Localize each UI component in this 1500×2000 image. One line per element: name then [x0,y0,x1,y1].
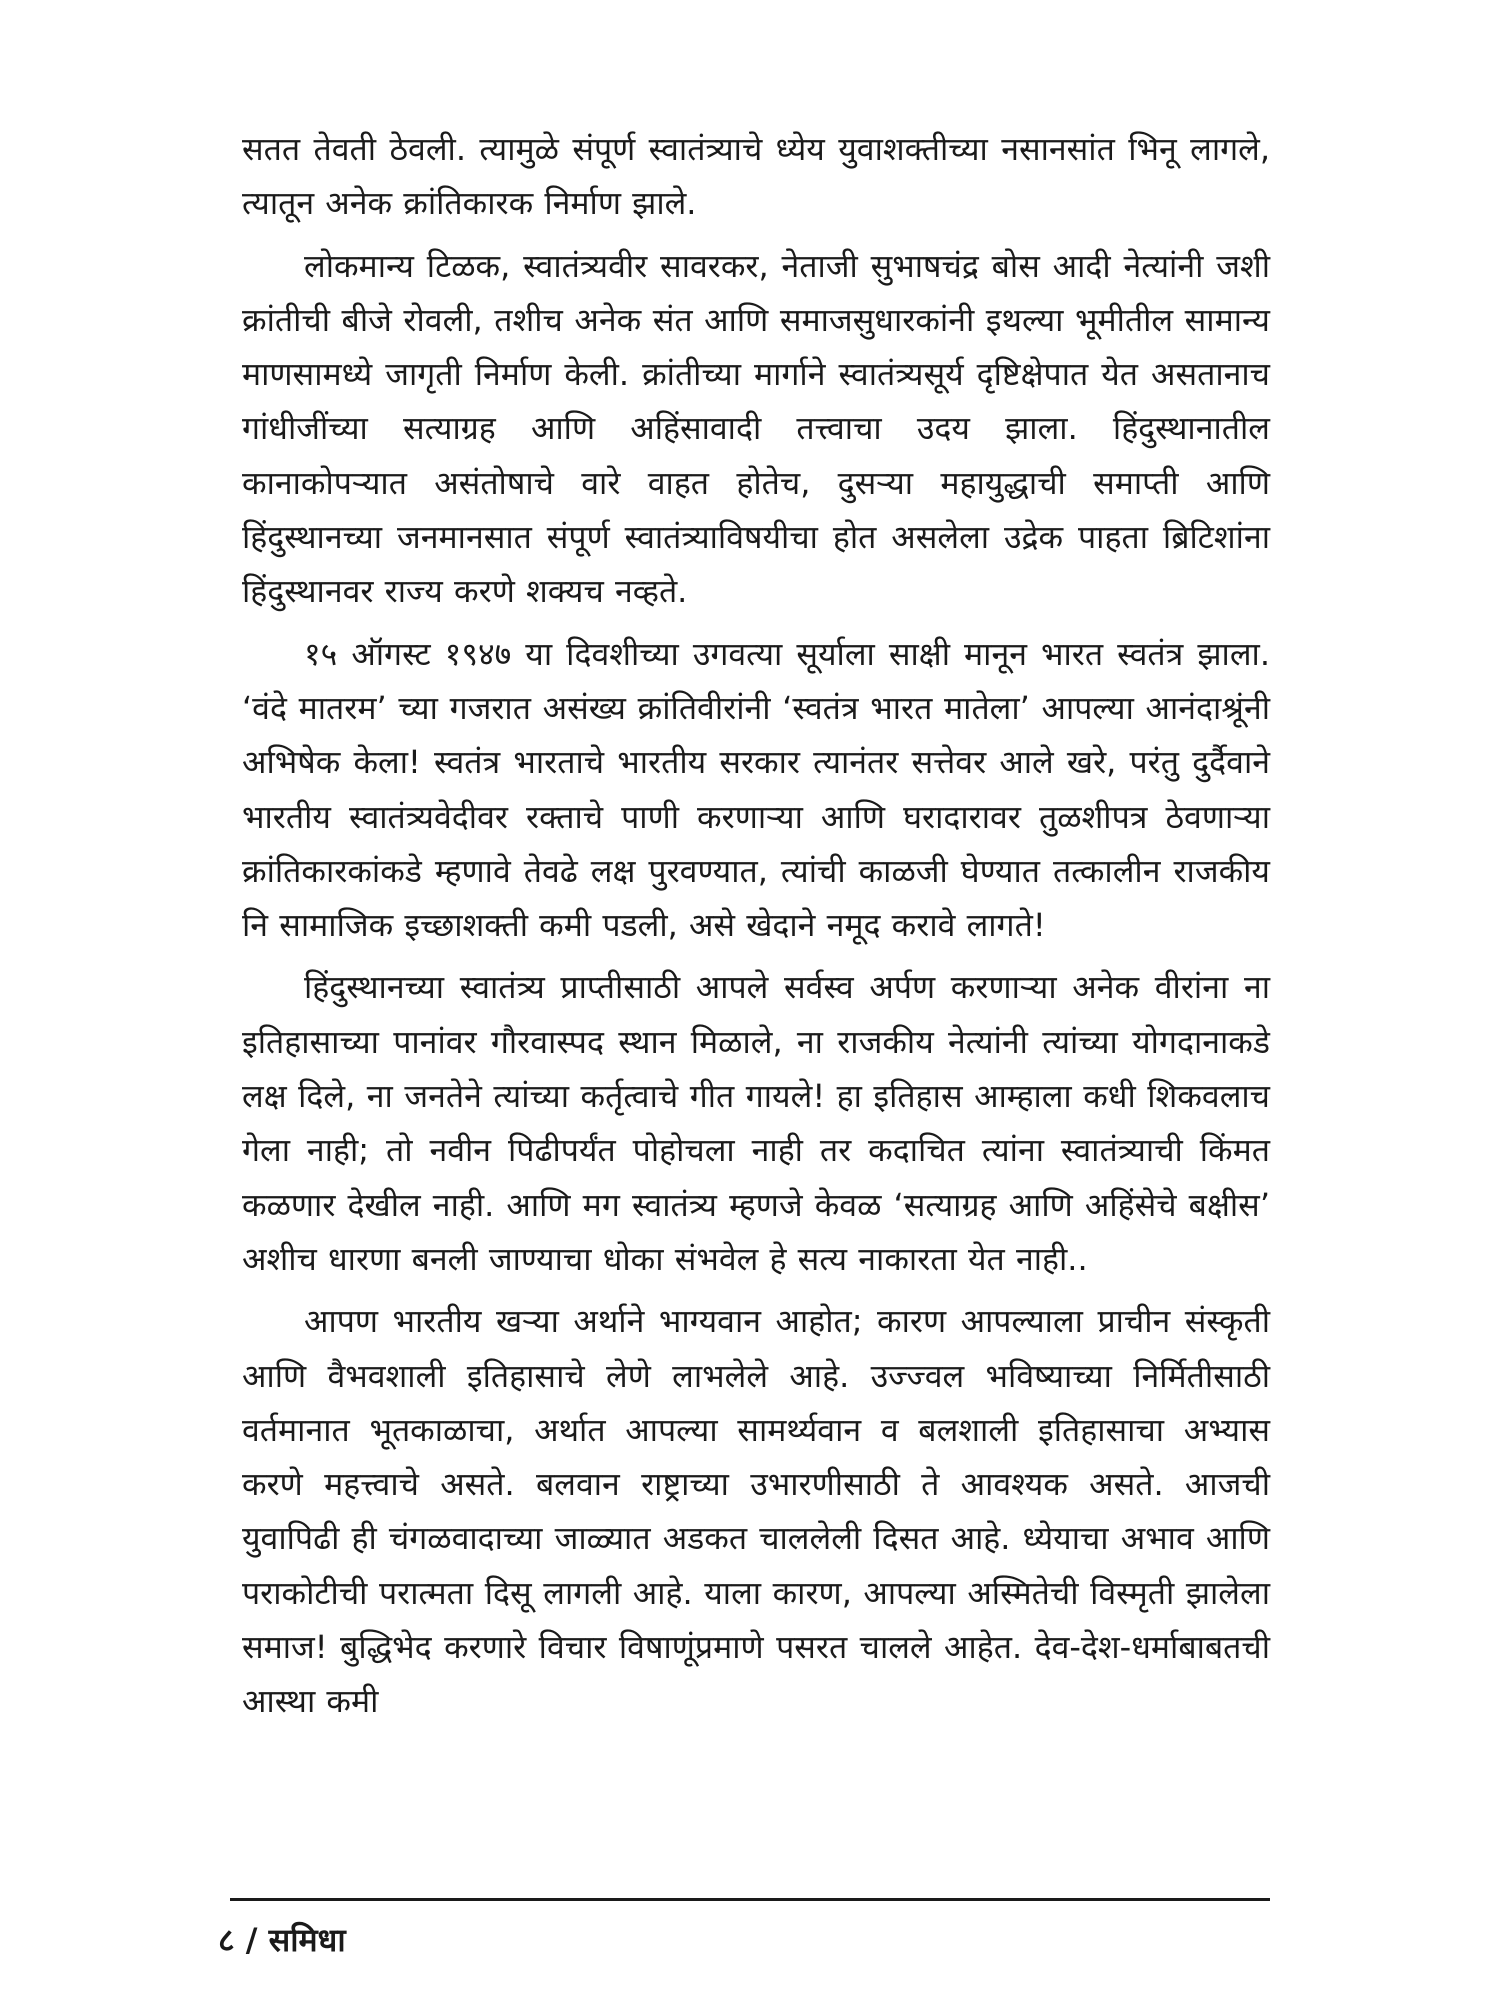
paragraph-4: हिंदुस्थानच्या स्वातंत्र्य प्राप्तीसाठी आपले सर्वस्व अर्पण करणाऱ्या अनेक वीरांना ना इतिहासाच्या पानांवर गौरवास्पद स्थान मिळाले, ना राजकीय नेत्यांनी त्यांच्या योगदानाकडे लक्ष दिले, ना जनतेने त्यांच्या कर्तृत्वाचे गीत गायले! हा इतिहास आम्हाला कधी शिकवलाच गेला नाही; तो नवीन पिढीपर्यंत पोहोचला नाही तर कदाचित त्यांना स्वातंत्र्याची किंमत कळणार देखील नाही. आणि मग स्वातंत्र्य म्हणजे केवळ ‘सत्याग्रह आणि अहिंसेचे बक्षीस’ अशीच धारणा बनली जाण्याचा धोका संभवेल हे सत्य नाकारता येत नाही.. [242,968,1270,1278]
paragraph-1: सतत तेवती ठेवली. त्यामुळे संपूर्ण स्वातंत्र्याचे ध्येय युवाशक्तीच्या नसानसांत भिनू लागले, त्यातून अनेक क्रांतिकारक निर्माण झाले. [242,130,1270,223]
paragraph-2: लोकमान्य टिळक, स्वातंत्र्यवीर सावरकर, नेताजी सुभाषचंद्र बोस आदी नेत्यांनी जशी क्रांतीची बीजे रोवली, तशीच अनेक संत आणि समाजसुधारकांनी इथल्या भूमीतील सामान्य माणसामध्ये जागृती निर्माण केली. क्रांतीच्या मार्गाने स्वातंत्र्यसूर्य दृष्टिक्षेपात येत असतानाच गांधीजींच्या सत्याग्रह आणि अहिंसावादी तत्त्वाचा उदय झाला. हिंदुस्थानातील कानाकोपऱ्यात असंतोषाचे वारे वाहत होतेच, दुसऱ्या महायुद्धाची समाप्ती आणि हिंदुस्थानच्या जनमानसात संपूर्ण स्वातंत्र्याविषयीचा होत असलेला उद्रेक पाहता ब्रिटिशांना हिंदुस्थानवर राज्य करणे शक्यच नव्हते. [242,246,1270,611]
body-text [242,122,1270,1729]
footer-divider [230,1898,1270,1901]
book-title: समिधा [268,1921,346,1959]
page-number: ८ [218,1921,235,1959]
footer-separator: / [245,1921,258,1959]
paragraph-5: आपण भारतीय खऱ्या अर्थाने भाग्यवान आहोत; कारण आपल्याला प्राचीन संस्कृती आणि वैभवशाली इतिहासाचे लेणे लाभलेले आहे. उज्ज्वल भविष्याच्या निर्मितीसाठी वर्तमानात भूतकाळाचा, अर्थात आपल्या सामर्थ्यवान व बलशाली इतिहासाचा अभ्यास करणे महत्त्वाचे असते. बलवान राष्ट्राच्या उभारणीसाठी ते आवश्यक असते. आजची युवापिढी ही चंगळवादाच्या जाळ्यात अडकत चाललेली दिसत आहे. ध्येयाचा अभाव आणि पराकोटीची परात्मता दिसू लागली आहे. याला कारण, आपल्या अस्मितेची विस्मृती झालेला समाज! बुद्धिभेद करणारे विचार विषाणूंप्रमाणे पसरत चालले आहेत. देव-देश-धर्माबाबतची आस्था कमी [242,1302,1270,1721]
paragraph-3: १५ ऑगस्ट १९४७ या दिवशीच्या उगवत्या सूर्याला साक्षी मानून भारत स्वतंत्र झाला. ‘वंदे मातरम’ च्या गजरात असंख्य क्रांतिवीरांनी ‘स्वतंत्र भारत मातेला’ आपल्या आनंदाश्रूंनी अभिषेक केला! स्वतंत्र भारताचे भारतीय सरकार त्यानंतर सत्तेवर आले खरे, परंतु दुर्दैवाने भारतीय स्वातंत्र्यवेदीवर रक्ताचे पाणी करणाऱ्या आणि घरादारावर तुळशीपत्र ठेवणाऱ्या क्रांतिकारकांकडे म्हणावे तेवढे लक्ष पुरवण्यात, त्यांची काळजी घेण्यात तत्कालीन राजकीय नि सामाजिक इच्छाशक्ती कमी पडली, असे खेदाने नमूद करावे लागते! [242,634,1270,945]
page-footer [218,1918,346,1962]
